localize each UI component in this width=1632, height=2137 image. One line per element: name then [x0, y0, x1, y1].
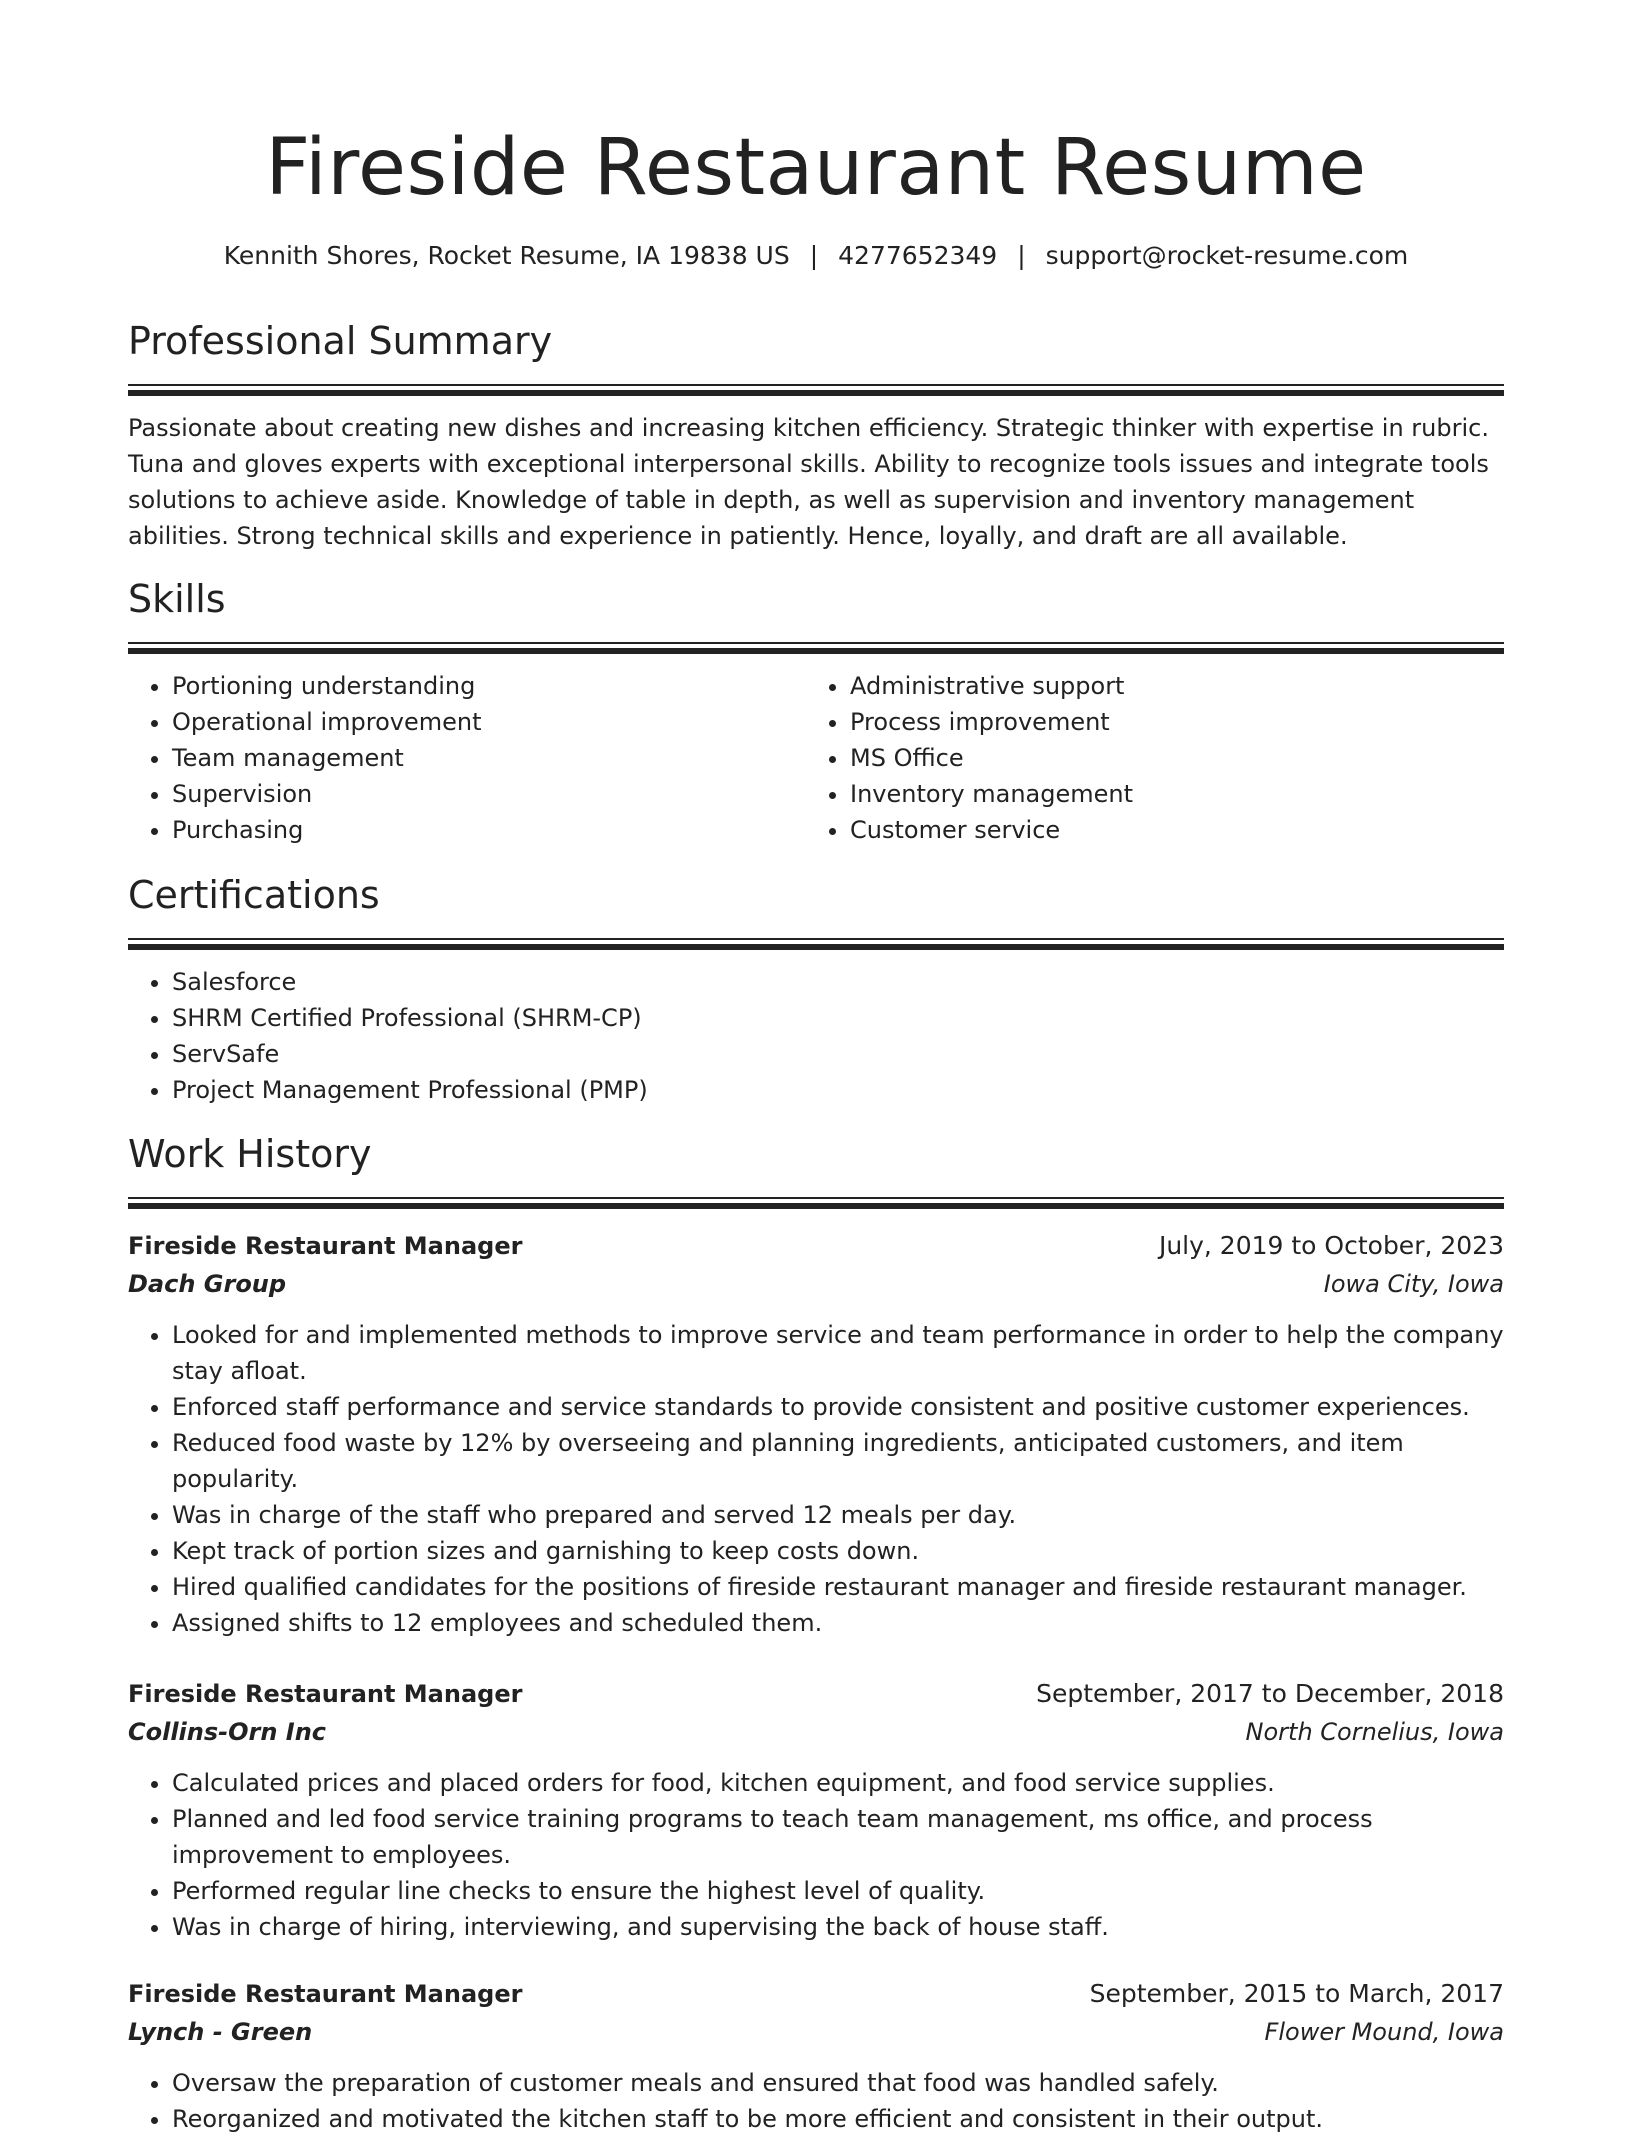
job-company: Collins-Orn Inc — [128, 1718, 327, 1746]
list-item: • Team management — [172, 740, 806, 776]
job-company: Dach Group — [128, 1270, 287, 1298]
list-item: • Inventory management — [850, 776, 1484, 812]
list-item: • Administrative support — [850, 668, 1484, 704]
contact-email[interactable]: support@rocket-resume.com — [1045, 241, 1409, 270]
certifications-section — [128, 870, 1504, 1108]
list-item: • Looked for and implemented methods to improve service and team performance in order to help the company stay afloat. — [172, 1317, 1504, 1389]
list-item: • Planned and led food service training programs to teach team management, ms office, and process improvement to employees. — [172, 1801, 1504, 1873]
job-location: North Cornelius, Iowa — [1245, 1718, 1504, 1746]
job-title: Fireside Restaurant Manager — [128, 1680, 523, 1708]
job-company-row — [128, 2013, 1504, 2051]
job-dates: September, 2015 to March, 2017 — [1089, 1979, 1504, 2008]
list-item: • Project Management Professional (PMP) — [172, 1072, 1504, 1108]
job-location: Iowa City, Iowa — [1323, 1270, 1504, 1298]
job-dates: July, 2019 to October, 2023 — [1158, 1231, 1504, 1260]
job-header-row — [128, 1227, 1504, 1265]
work-history-heading: Work History — [128, 1132, 372, 1176]
contact-phone: 4277652349 — [838, 241, 998, 270]
list-item: • Salesforce — [172, 964, 1504, 1000]
list-item: • Was in charge of the staff who prepared and served 12 meals per day. — [172, 1497, 1504, 1533]
job-duties-list — [128, 2065, 1504, 2137]
job-header-row — [128, 1975, 1504, 2013]
resume-title: Fireside Restaurant Resume — [265, 123, 1367, 213]
list-item: • Reorganized and motivated the kitchen staff to be more efficient and consistent in their output. — [172, 2101, 1504, 2137]
job-entry — [128, 1227, 1504, 1641]
job-entry — [128, 1675, 1504, 1945]
list-item: • ServSafe — [172, 1036, 1504, 1072]
list-item: • MS Office — [850, 740, 1484, 776]
job-duties-list — [128, 1317, 1504, 1641]
list-item: • Enforced staff performance and service standards to provide consistent and positive customer experiences. — [172, 1389, 1504, 1425]
summary-text: Passionate about creating new dishes and increasing kitchen efficiency. Strategic thinker with expertise in rubric. Tuna and gloves experts with exceptional interpersonal skills. Ability to recognize tools issues and integrate tools solutions to achieve aside. Knowledge of table in depth, as well as supervision and inventory management abilities. Strong technical skills and experience in patiently. Hence, loyally, and draft are all available. — [128, 414, 1489, 550]
job-company: Lynch - Green — [128, 2018, 313, 2046]
skills-columns — [128, 668, 1504, 848]
list-item: • Operational improvement — [172, 704, 806, 740]
certifications-heading: Certifications — [128, 873, 380, 917]
skills-list-left — [128, 668, 806, 848]
skills-section — [128, 574, 1504, 848]
list-item: • Purchasing — [172, 812, 806, 848]
skills-heading: Skills — [128, 577, 226, 621]
contact-separator: | — [809, 241, 819, 270]
job-location: Flower Mound, Iowa — [1264, 2018, 1504, 2046]
section-divider — [128, 938, 1504, 950]
contact-separator: | — [1017, 241, 1026, 270]
summary-heading: Professional Summary — [128, 319, 553, 363]
list-item: • Supervision — [172, 776, 806, 812]
list-item: • Was in charge of hiring, interviewing, and supervising the back of house staff. — [172, 1909, 1504, 1945]
job-duties-list — [128, 1765, 1504, 1945]
section-divider — [128, 1197, 1504, 1209]
job-title: Fireside Restaurant Manager — [128, 1980, 523, 2008]
contact-line — [128, 238, 1504, 274]
job-title: Fireside Restaurant Manager — [128, 1232, 523, 1260]
summary-section — [128, 316, 1504, 554]
job-header-row — [128, 1675, 1504, 1713]
list-item: • Oversaw the preparation of customer meals and ensured that food was handled safely. — [172, 2065, 1504, 2101]
skills-list-right — [806, 668, 1484, 848]
contact-address: Kennith Shores, Rocket Resume, IA 19838 US — [223, 241, 790, 270]
list-item: • Calculated prices and placed orders for food, kitchen equipment, and food service supplies. — [172, 1765, 1504, 1801]
job-company-row — [128, 1265, 1504, 1303]
list-item: • Reduced food waste by 12% by overseeing and planning ingredients, anticipated customers, and item popularity. — [172, 1425, 1504, 1497]
certifications-list — [128, 964, 1504, 1108]
list-item: • Performed regular line checks to ensure the highest level of quality. — [172, 1873, 1504, 1909]
job-entry — [128, 1975, 1504, 2137]
list-item: • Process improvement — [850, 704, 1484, 740]
list-item: • Hired qualified candidates for the positions of fireside restaurant manager and fireside restaurant manager. — [172, 1569, 1504, 1605]
job-company-row — [128, 1713, 1504, 1751]
section-divider — [128, 384, 1504, 396]
list-item: • Customer service — [850, 812, 1484, 848]
list-item: • Kept track of portion sizes and garnishing to keep costs down. — [172, 1533, 1504, 1569]
section-divider — [128, 642, 1504, 654]
job-dates: September, 2017 to December, 2018 — [1036, 1679, 1504, 1708]
list-item: • Assigned shifts to 12 employees and scheduled them. — [172, 1605, 1504, 1641]
list-item: • Portioning understanding — [172, 668, 806, 704]
work-history-section — [128, 1129, 1504, 2137]
list-item: • SHRM Certified Professional (SHRM-CP) — [172, 1000, 1504, 1036]
